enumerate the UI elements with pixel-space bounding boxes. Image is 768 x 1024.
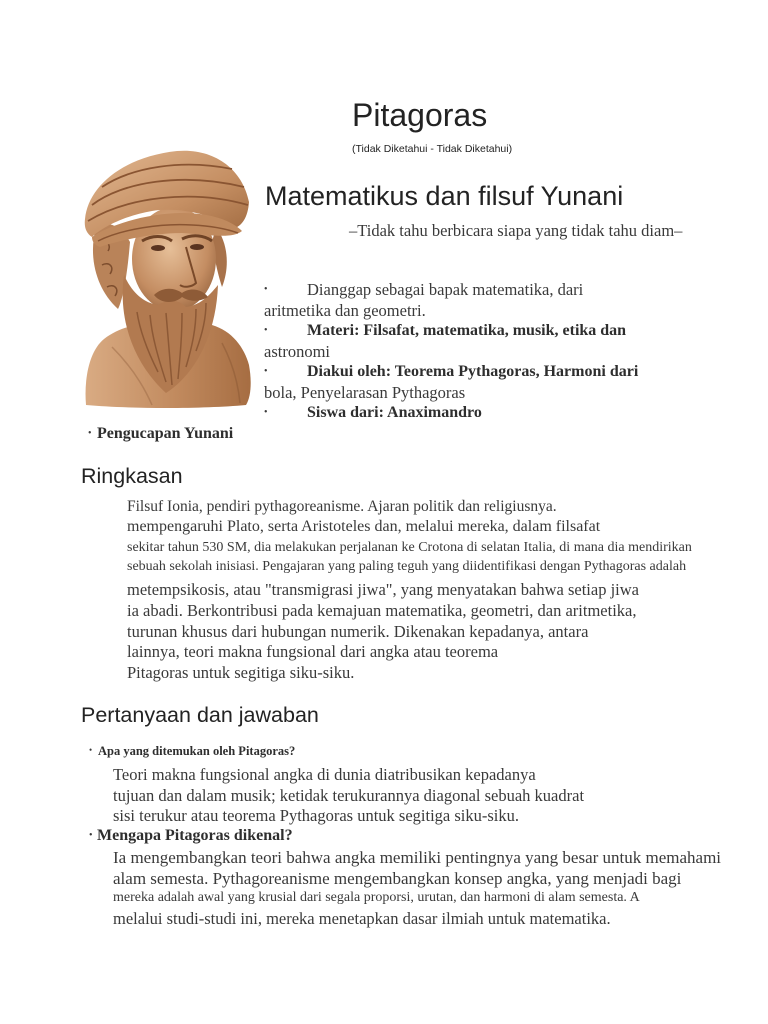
fact-bullet: •	[264, 407, 268, 418]
answer-line: sisi terukur atau teorema Pythagoras untuk segitiga siku-siku.	[113, 806, 520, 825]
answer-line: alam semesta. Pythagoreanisme mengembangkan konsep angka, yang menjadi bagi	[113, 869, 682, 888]
summary-line: Pitagoras untuk segitiga siku-siku.	[127, 663, 355, 682]
answer-line: tujuan dan dalam musik; ketidak terukurannya diagonal sebuah kuadrat	[113, 786, 585, 805]
fact-continuation: bola, Penyelarasan Pythagoras	[264, 383, 466, 402]
answer-line: Ia mengembangkan teori bahwa angka memiliki pentingnya yang besar untuk memahami	[113, 848, 722, 867]
summary-line: ia abadi. Berkontribusi pada kemajuan matematika, geometri, dan aritmetika,	[127, 601, 637, 620]
fact-continuation: astronomi	[264, 342, 330, 361]
summary-line: sekitar tahun 530 SM, dia melakukan perjalanan ke Crotona di selatan Italia, di mana dia mendirikan	[127, 540, 692, 555]
summary-line: turunan khusus dari hubungan numerik. Dikenakan kepadanya, antara	[127, 622, 589, 641]
summary-heading: Ringkasan	[81, 464, 183, 488]
fact-bullet: •	[264, 284, 268, 295]
qa-heading: Pertanyaan dan jawaban	[81, 703, 319, 727]
fact-bullet: •	[264, 366, 268, 377]
pythagoras-bust-image	[82, 147, 252, 409]
page-title: Pitagoras	[352, 97, 488, 133]
question-bullet: •	[89, 830, 93, 841]
summary-line: sebuah sekolah inisiasi. Pengajaran yang paling teguh yang diidentifikasi dengan Pythagoras adalah	[127, 559, 687, 574]
bust-turban	[85, 151, 249, 247]
summary-line: lainnya, teori makna fungsional dari angka atau teorema	[127, 642, 499, 661]
fact-bullet: •	[264, 325, 268, 336]
answer-line: mereka adalah awal yang krusial dari segala proporsi, urutan, dan harmoni di alam semesta. A	[113, 890, 640, 905]
answer-line: Teori makna fungsional angka di dunia diatribusikan kepadanya	[113, 765, 536, 784]
life-dates: (Tidak Diketahui - Tidak Diketahui)	[352, 143, 513, 155]
question-bullet: •	[89, 745, 93, 755]
fact-text: Siswa dari: Anaximandro	[307, 404, 482, 421]
answer-line: melalui studi-studi ini, mereka menetapkan dasar ilmiah untuk matematika.	[113, 909, 611, 928]
fact-text: Diakui oleh: Teorema Pythagoras, Harmoni dari	[307, 363, 639, 380]
pronunciation-label: Pengucapan Yunani	[97, 425, 234, 442]
question-text: Mengapa Pitagoras dikenal?	[97, 827, 293, 844]
bust-left-eye	[151, 245, 165, 251]
fact-continuation: aritmetika dan geometri.	[264, 301, 426, 320]
question-text: Apa yang ditemukan oleh Pitagoras?	[98, 744, 296, 758]
profile-subtitle: Matematikus dan filsuf Yunani	[265, 181, 624, 211]
fact-text: Dianggap sebagai bapak matematika, dari	[307, 280, 584, 299]
bust-right-eye	[190, 244, 204, 250]
fact-text: Materi: Filsafat, matematika, musik, etika dan	[307, 322, 627, 339]
pronunciation-bullet: •	[88, 428, 92, 439]
summary-line: Filsuf Ionia, pendiri pythagoreanisme. Ajaran politik dan religiusnya.	[127, 498, 557, 515]
summary-line: mempengaruhi Plato, serta Aristoteles dan, melalui mereka, dalam filsafat	[127, 518, 601, 535]
summary-line: metempsikosis, atau "transmigrasi jiwa", yang menyatakan bahwa setiap jiwa	[127, 580, 639, 599]
profile-quote: –Tidak tahu berbicara siapa yang tidak tahu diam–	[349, 221, 683, 240]
